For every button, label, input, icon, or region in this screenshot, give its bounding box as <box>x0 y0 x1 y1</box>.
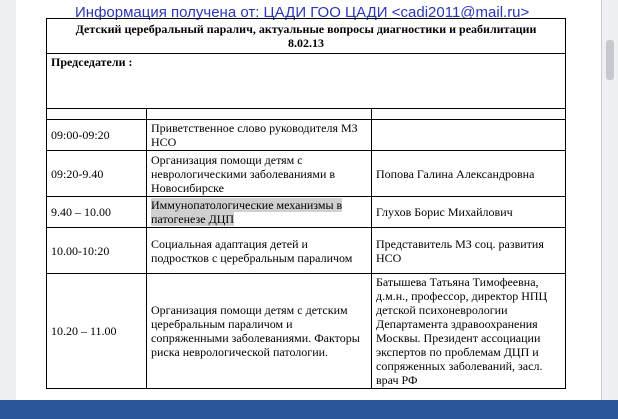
topic-cell: Организация помощи детям с неврологическими заболеваниями в Новосибирске <box>147 151 372 197</box>
speaker-cell <box>372 120 566 151</box>
table-row <box>47 197 566 228</box>
scrollbar-thumb[interactable] <box>606 40 614 80</box>
email-source-line: Информация получена от: ЦАДИ ГОО ЦАДИ <cadi2011@mail.ru> <box>75 4 530 21</box>
conference-title <box>47 19 566 54</box>
chairs-label: Председатели : <box>47 54 566 109</box>
spacer-row <box>47 109 566 120</box>
left-gutter <box>0 0 16 419</box>
table-row <box>47 274 566 389</box>
table-row <box>47 228 566 274</box>
conference-date: 8.02.13 <box>288 36 324 50</box>
topic-cell <box>147 197 372 228</box>
agenda-table <box>46 18 566 389</box>
time-cell: 10.00-10:20 <box>47 228 147 274</box>
speaker-cell: Попова Галина Александровна <box>372 151 566 197</box>
conference-title-line1: Детский церебральный паралич, актуальные вопросы диагностики и реабилитации <box>75 22 537 36</box>
time-cell: 9.40 – 10.00 <box>47 197 147 228</box>
status-bar <box>0 400 618 419</box>
table-row <box>47 120 566 151</box>
time-cell: 10.20 – 11.00 <box>47 274 147 389</box>
speaker-cell: Глухов Борис Михайлович <box>372 197 566 228</box>
highlighted-topic: Иммунопатологические механизмы в патогенезе ДЦП <box>151 198 343 226</box>
title-row <box>47 19 566 54</box>
topic-cell: Социальная адаптация детей и подростков с церебральным параличом <box>147 228 372 274</box>
speaker-cell: Представитель МЗ соц. развития НСО <box>372 228 566 274</box>
time-cell: 09:00-09:20 <box>47 120 147 151</box>
topic-cell: Приветственное слово руководителя МЗ НСО <box>147 120 372 151</box>
chairs-row <box>47 54 566 109</box>
table-row <box>47 151 566 197</box>
time-cell: 09:20-9.40 <box>47 151 147 197</box>
speaker-cell: Батышева Татьяна Тимофеевна, д.м.н., профессор, директор НПЦ детской психоневрологии Департамента здравоохранения Москвы. Президент ассоциации экспертов по проблемам ДЦП и сопряженных заболеваний, засл. врач РФ <box>372 274 566 389</box>
topic-cell: Организация помощи детям с детским церебральным параличом и сопряженными заболеваниями. Факторы риска неврологической патологии. <box>147 274 372 389</box>
vertical-scrollbar[interactable] <box>601 0 618 419</box>
